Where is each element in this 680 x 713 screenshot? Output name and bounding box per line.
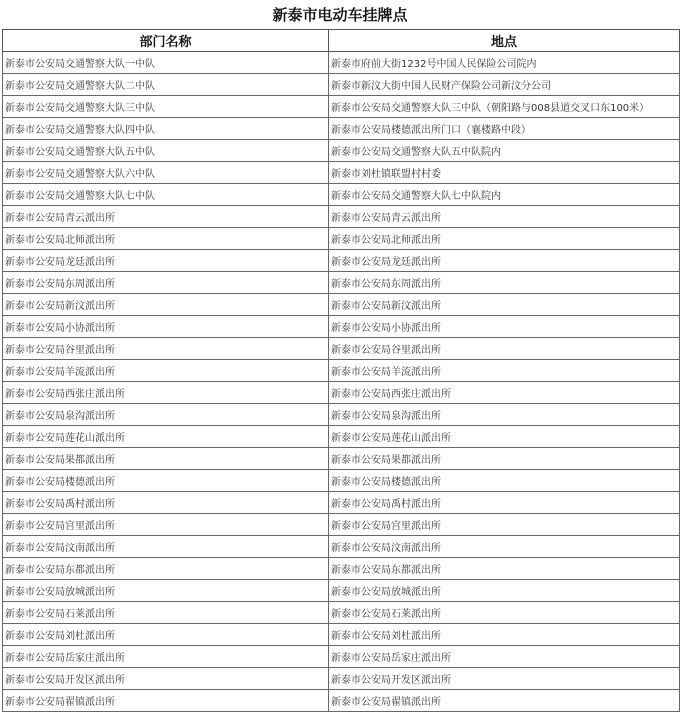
location-cell: 新泰市公安局交通警察大队三中队（朝阳路与008县道交叉口东100米） bbox=[329, 96, 680, 118]
location-cell: 新泰市府前大街1232号中国人民保险公司院内 bbox=[329, 52, 680, 74]
department-cell: 新泰市公安局北师派出所 bbox=[3, 228, 329, 250]
registration-points-table bbox=[2, 29, 680, 712]
location-cell: 新泰市公安局宫里派出所 bbox=[329, 514, 680, 536]
location-cell: 新泰市公安局果都派出所 bbox=[329, 448, 680, 470]
location-cell: 新泰市公安局交通警察大队五中队院内 bbox=[329, 140, 680, 162]
table-row bbox=[3, 52, 680, 74]
table-row bbox=[3, 668, 680, 690]
location-cell: 新泰市公安局禹村派出所 bbox=[329, 492, 680, 514]
department-cell: 新泰市公安局果都派出所 bbox=[3, 448, 329, 470]
department-cell: 新泰市公安局放城派出所 bbox=[3, 580, 329, 602]
table-row bbox=[3, 580, 680, 602]
table-row bbox=[3, 96, 680, 118]
location-cell: 新泰市公安局泉沟派出所 bbox=[329, 404, 680, 426]
table-row bbox=[3, 602, 680, 624]
department-cell: 新泰市公安局岳家庄派出所 bbox=[3, 646, 329, 668]
department-cell: 新泰市公安局交通警察大队一中队 bbox=[3, 52, 329, 74]
table-row bbox=[3, 404, 680, 426]
table-row bbox=[3, 514, 680, 536]
location-cell: 新泰市公安局石莱派出所 bbox=[329, 602, 680, 624]
location-cell: 新泰市公安局翟镇派出所 bbox=[329, 690, 680, 712]
location-cell: 新泰市公安局汶南派出所 bbox=[329, 536, 680, 558]
column-header-department: 部门名称 bbox=[3, 30, 329, 52]
location-cell: 新泰市新汶大街中国人民财产保险公司新汶分公司 bbox=[329, 74, 680, 96]
department-cell: 新泰市公安局交通警察大队七中队 bbox=[3, 184, 329, 206]
department-cell: 新泰市公安局交通警察大队三中队 bbox=[3, 96, 329, 118]
document-title: 新泰市电动车挂牌点 bbox=[272, 6, 408, 24]
table-row bbox=[3, 140, 680, 162]
department-cell: 新泰市公安局东都派出所 bbox=[3, 558, 329, 580]
department-cell: 新泰市公安局楼德派出所 bbox=[3, 470, 329, 492]
location-cell: 新泰市公安局龙廷派出所 bbox=[329, 250, 680, 272]
department-cell: 新泰市公安局汶南派出所 bbox=[3, 536, 329, 558]
column-header-location: 地点 bbox=[329, 30, 680, 52]
department-cell: 新泰市公安局交通警察大队四中队 bbox=[3, 118, 329, 140]
location-cell: 新泰市公安局东都派出所 bbox=[329, 558, 680, 580]
department-cell: 新泰市公安局新汶派出所 bbox=[3, 294, 329, 316]
table-body bbox=[3, 52, 680, 712]
table-row bbox=[3, 74, 680, 96]
department-cell: 新泰市公安局翟镇派出所 bbox=[3, 690, 329, 712]
table-header bbox=[3, 30, 680, 52]
table-row bbox=[3, 184, 680, 206]
department-cell: 新泰市公安局小协派出所 bbox=[3, 316, 329, 338]
header-row bbox=[3, 30, 680, 52]
location-cell: 新泰市公安局交通警察大队七中队院内 bbox=[329, 184, 680, 206]
location-cell: 新泰市刘杜镇联盟村村委 bbox=[329, 162, 680, 184]
department-cell: 新泰市公安局禹村派出所 bbox=[3, 492, 329, 514]
table-row bbox=[3, 448, 680, 470]
table-row bbox=[3, 690, 680, 712]
department-cell: 新泰市公安局交通警察大队五中队 bbox=[3, 140, 329, 162]
location-cell: 新泰市公安局谷里派出所 bbox=[329, 338, 680, 360]
location-cell: 新泰市公安局北师派出所 bbox=[329, 228, 680, 250]
location-cell: 新泰市公安局岳家庄派出所 bbox=[329, 646, 680, 668]
table-row bbox=[3, 558, 680, 580]
table-row bbox=[3, 360, 680, 382]
table-row bbox=[3, 382, 680, 404]
table-row bbox=[3, 624, 680, 646]
table-row bbox=[3, 294, 680, 316]
location-cell: 新泰市公安局小协派出所 bbox=[329, 316, 680, 338]
location-cell: 新泰市公安局羊流派出所 bbox=[329, 360, 680, 382]
table-row bbox=[3, 228, 680, 250]
table-row bbox=[3, 426, 680, 448]
table-row bbox=[3, 118, 680, 140]
department-cell: 新泰市公安局泉沟派出所 bbox=[3, 404, 329, 426]
department-cell: 新泰市公安局交通警察大队二中队 bbox=[3, 74, 329, 96]
department-cell: 新泰市公安局东周派出所 bbox=[3, 272, 329, 294]
table-row bbox=[3, 338, 680, 360]
department-cell: 新泰市公安局莲花山派出所 bbox=[3, 426, 329, 448]
table-row bbox=[3, 646, 680, 668]
department-cell: 新泰市公安局开发区派出所 bbox=[3, 668, 329, 690]
location-cell: 新泰市公安局西张庄派出所 bbox=[329, 382, 680, 404]
location-cell: 新泰市公安局开发区派出所 bbox=[329, 668, 680, 690]
location-cell: 新泰市公安局楼德派出所门口（襄楼路中段） bbox=[329, 118, 680, 140]
table-row bbox=[3, 162, 680, 184]
table-row bbox=[3, 536, 680, 558]
location-cell: 新泰市公安局放城派出所 bbox=[329, 580, 680, 602]
table-row bbox=[3, 492, 680, 514]
location-cell: 新泰市公安局楼德派出所 bbox=[329, 470, 680, 492]
table-row bbox=[3, 250, 680, 272]
table-row bbox=[3, 272, 680, 294]
location-cell: 新泰市公安局东周派出所 bbox=[329, 272, 680, 294]
location-cell: 新泰市公安局新汶派出所 bbox=[329, 294, 680, 316]
department-cell: 新泰市公安局石莱派出所 bbox=[3, 602, 329, 624]
location-cell: 新泰市公安局青云派出所 bbox=[329, 206, 680, 228]
table-row bbox=[3, 206, 680, 228]
department-cell: 新泰市公安局羊流派出所 bbox=[3, 360, 329, 382]
department-cell: 新泰市公安局谷里派出所 bbox=[3, 338, 329, 360]
department-cell: 新泰市公安局宫里派出所 bbox=[3, 514, 329, 536]
table-row bbox=[3, 316, 680, 338]
department-cell: 新泰市公安局青云派出所 bbox=[3, 206, 329, 228]
table-row bbox=[3, 470, 680, 492]
location-cell: 新泰市公安局刘杜派出所 bbox=[329, 624, 680, 646]
department-cell: 新泰市公安局交通警察大队六中队 bbox=[3, 162, 329, 184]
department-cell: 新泰市公安局西张庄派出所 bbox=[3, 382, 329, 404]
department-cell: 新泰市公安局龙廷派出所 bbox=[3, 250, 329, 272]
department-cell: 新泰市公安局刘杜派出所 bbox=[3, 624, 329, 646]
location-cell: 新泰市公安局莲花山派出所 bbox=[329, 426, 680, 448]
